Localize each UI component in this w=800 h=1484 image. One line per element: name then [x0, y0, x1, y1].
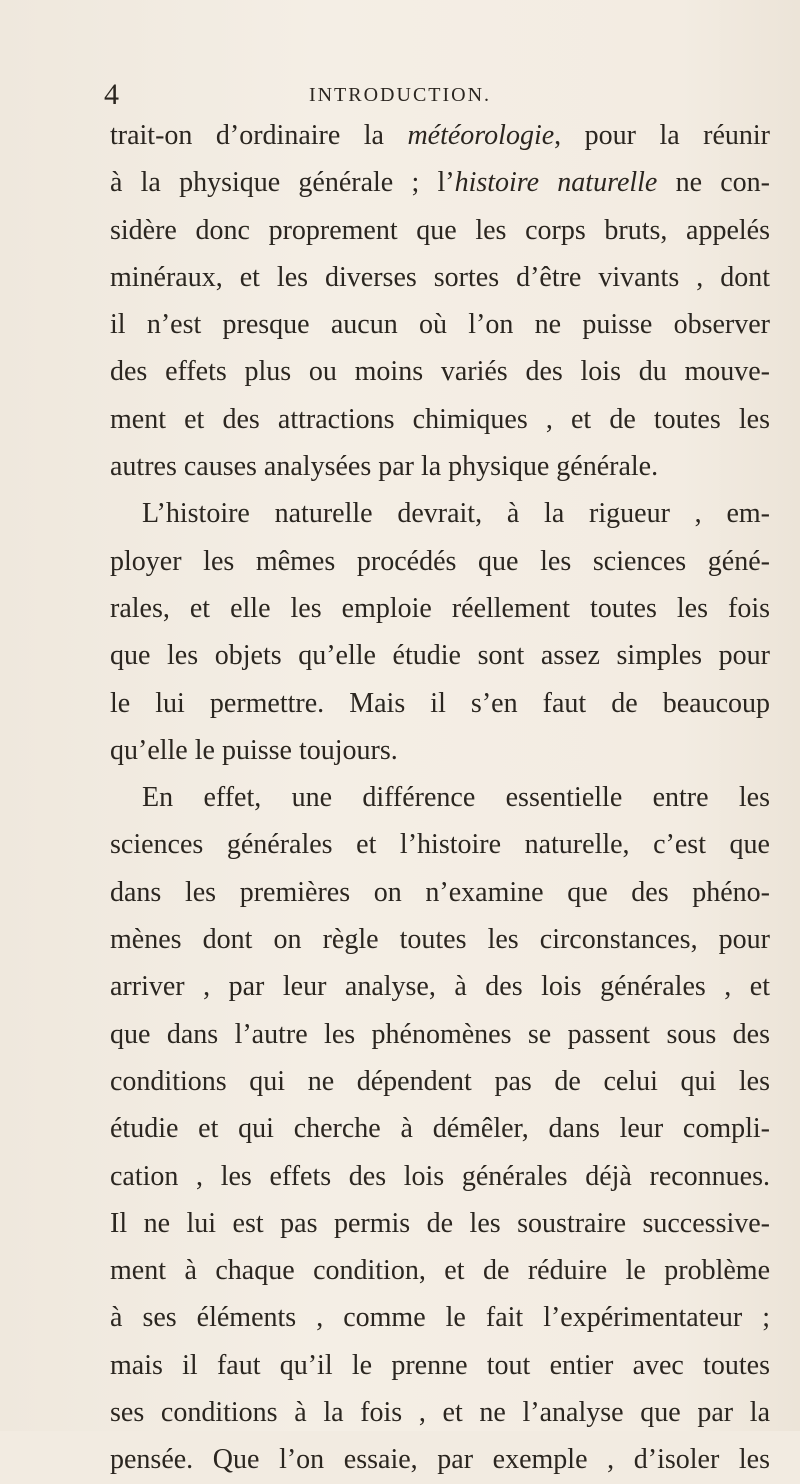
text-line: sidère donc proprement que les corps bruts, appelés: [110, 214, 770, 246]
page-number: 4: [104, 78, 119, 111]
text-line: sciences générales et l’histoire naturelle, c’est que: [110, 829, 770, 861]
text-line: ment et des attractions chimiques , et de toutes les: [110, 403, 770, 435]
running-title: INTRODUCTION.: [308, 84, 492, 106]
text-line: L’histoire naturelle devrait, à la rigueur , em-: [142, 498, 770, 530]
text-line: mais il faut qu’il le prenne tout entier avec toutes: [110, 1349, 770, 1381]
text-line: trait-on d’ordinaire la météorologie, pour la réunir: [110, 120, 770, 151]
text-line: dans les premières on n’examine que des phéno-: [110, 876, 770, 908]
text-line: à la physique générale ; l’histoire naturelle ne con-: [110, 167, 770, 199]
text-line: pensée. Que l’on essaie, par exemple , d’isoler les: [110, 1444, 770, 1476]
text-line: ses conditions à la fois , et ne l’analyse que par la: [110, 1397, 770, 1429]
text-line: minéraux, et les diverses sortes d’être vivants , dont: [110, 261, 770, 293]
text-line: que les objets qu’elle étudie sont assez simples pour: [110, 640, 770, 672]
text-line: rales, et elle les emploie réellement toutes les fois: [110, 592, 770, 624]
text-line: que dans l’autre les phénomènes se passent sous des: [110, 1018, 770, 1050]
text-line: conditions qui ne dépendent pas de celui qui les: [110, 1065, 770, 1097]
text-line: ployer les mêmes procédés que les sciences géné-: [110, 545, 770, 577]
text-line: qu’elle le puisse toujours.: [110, 734, 398, 766]
text-line: à ses éléments , comme le fait l’expérimentateur ;: [110, 1302, 770, 1334]
text-line: ment à chaque condition, et de réduire le problème: [110, 1255, 770, 1287]
body-text: [110, 112, 770, 1484]
text-line: cation , les effets des lois générales déjà reconnues.: [110, 1160, 770, 1192]
text-line: mènes dont on règle toutes les circonstances, pour: [110, 924, 770, 956]
running-head: [0, 78, 800, 112]
text-line: autres causes analysées par la physique générale.: [110, 451, 659, 483]
text-line: Il ne lui est pas permis de les soustraire successive-: [110, 1207, 770, 1239]
text-line: arriver , par leur analyse, à des lois générales , et: [110, 971, 770, 1003]
text-line: il n’est presque aucun où l’on ne puisse observer: [110, 309, 770, 341]
text-line: étudie et qui cherche à démêler, dans leur compli-: [110, 1113, 770, 1145]
text-line: le lui permettre. Mais il s’en faut de beaucoup: [110, 687, 770, 719]
text-line: des effets plus ou moins variés des lois du mouve-: [110, 356, 770, 388]
text-line: En effet, une différence essentielle entre les: [142, 782, 770, 814]
